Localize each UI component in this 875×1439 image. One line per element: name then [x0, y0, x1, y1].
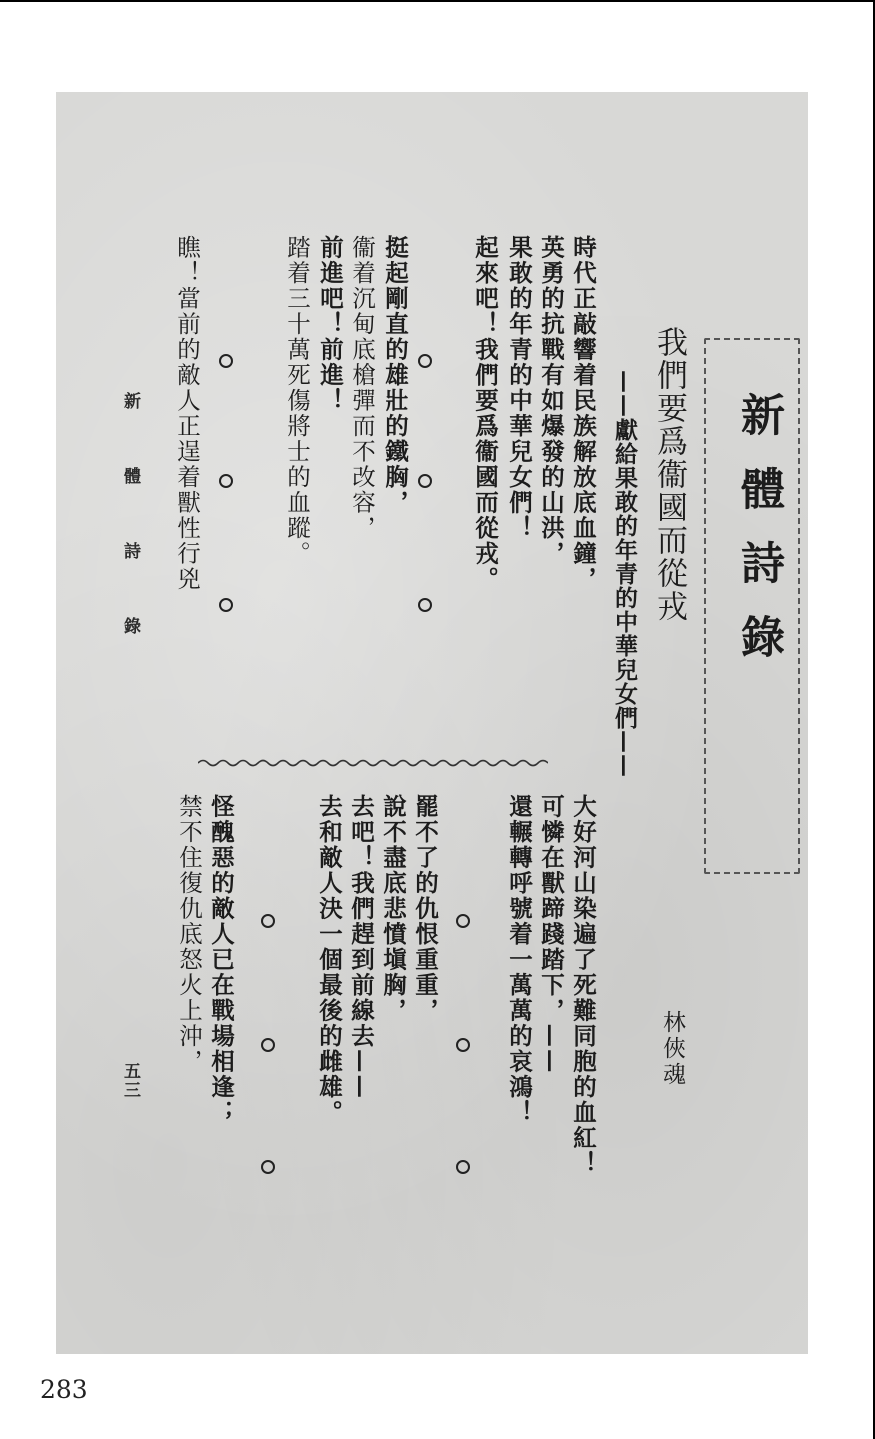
- poem-line: 去和敵人決一個最後的雌雄。: [315, 794, 343, 1126]
- stanza-separator-circle: [261, 1038, 275, 1052]
- stanza-separator-circle: [219, 354, 233, 368]
- poem-line: 果敢的年青的中華兒女們！: [505, 235, 533, 541]
- poem-line: 說不盡底悲憤塡胸，: [379, 794, 407, 1024]
- book-page: [56, 92, 808, 1354]
- stanza-separator-circle: [456, 914, 470, 928]
- poem-line: 踏着三十萬死傷將士的血蹤。: [283, 235, 311, 567]
- poem-line: 禁不住復仇底怒火上沖，: [175, 794, 203, 1075]
- poem-line: 衞着沉甸底槍彈而不改容，: [348, 235, 376, 541]
- running-head: 新體詩錄: [120, 392, 140, 692]
- poem-line: 大好河山染遍了死難同胞的血紅！: [569, 794, 597, 1177]
- poem-line: 瞧！當前的敵人正逞着獸性行兇: [173, 235, 201, 592]
- poem-title: 我們要爲衞國而從戎: [651, 326, 687, 623]
- stanza-separator-circle: [261, 1160, 275, 1174]
- stanza-separator-circle: [456, 1038, 470, 1052]
- poem-dedication: ——獻給果敢的年青的中華兒女們——: [611, 370, 638, 778]
- stanza-separator-circle: [418, 474, 432, 488]
- stanza-separator-circle: [219, 474, 233, 488]
- stanza-separator-circle: [261, 914, 275, 928]
- poem-line: 怪醜惡的敵人已在戰場相逢；: [207, 794, 235, 1126]
- poem-line: 前進吧！前進！: [316, 235, 344, 414]
- frame-top-border: [0, 0, 875, 2]
- stanza-separator-circle: [456, 1160, 470, 1174]
- poem-line: 去吧！我們趕到前線去——: [347, 794, 375, 1100]
- stanza-separator-circle: [418, 354, 432, 368]
- poem-line: 可憐在獸蹄踐踏下，——: [537, 794, 565, 1075]
- poem-line: 罷不了的仇恨重重，: [411, 794, 439, 1024]
- poem-line: 起來吧！我們要爲衞國而從戎。: [471, 235, 499, 592]
- page-number: 五三: [120, 1062, 140, 1100]
- scan-page-number: 283: [40, 1375, 88, 1404]
- stanza-separator-circle: [219, 598, 233, 612]
- stanza-separator-circle: [418, 598, 432, 612]
- section-title: 新體詩錄: [733, 392, 784, 688]
- poem-line: 英勇的抗戰有如爆發的山洪，: [537, 235, 565, 567]
- poem-line: 還輾轉呼號着一萬萬的哀鴻！: [505, 794, 533, 1126]
- poem-author: 林俠魂: [659, 1010, 685, 1088]
- poem-line: 時代正敲響着民族解放底血鐘，: [569, 235, 597, 592]
- wavy-divider: [198, 758, 548, 768]
- poem-line: 挺起剛直的雄壯的鐵胸，: [381, 235, 409, 516]
